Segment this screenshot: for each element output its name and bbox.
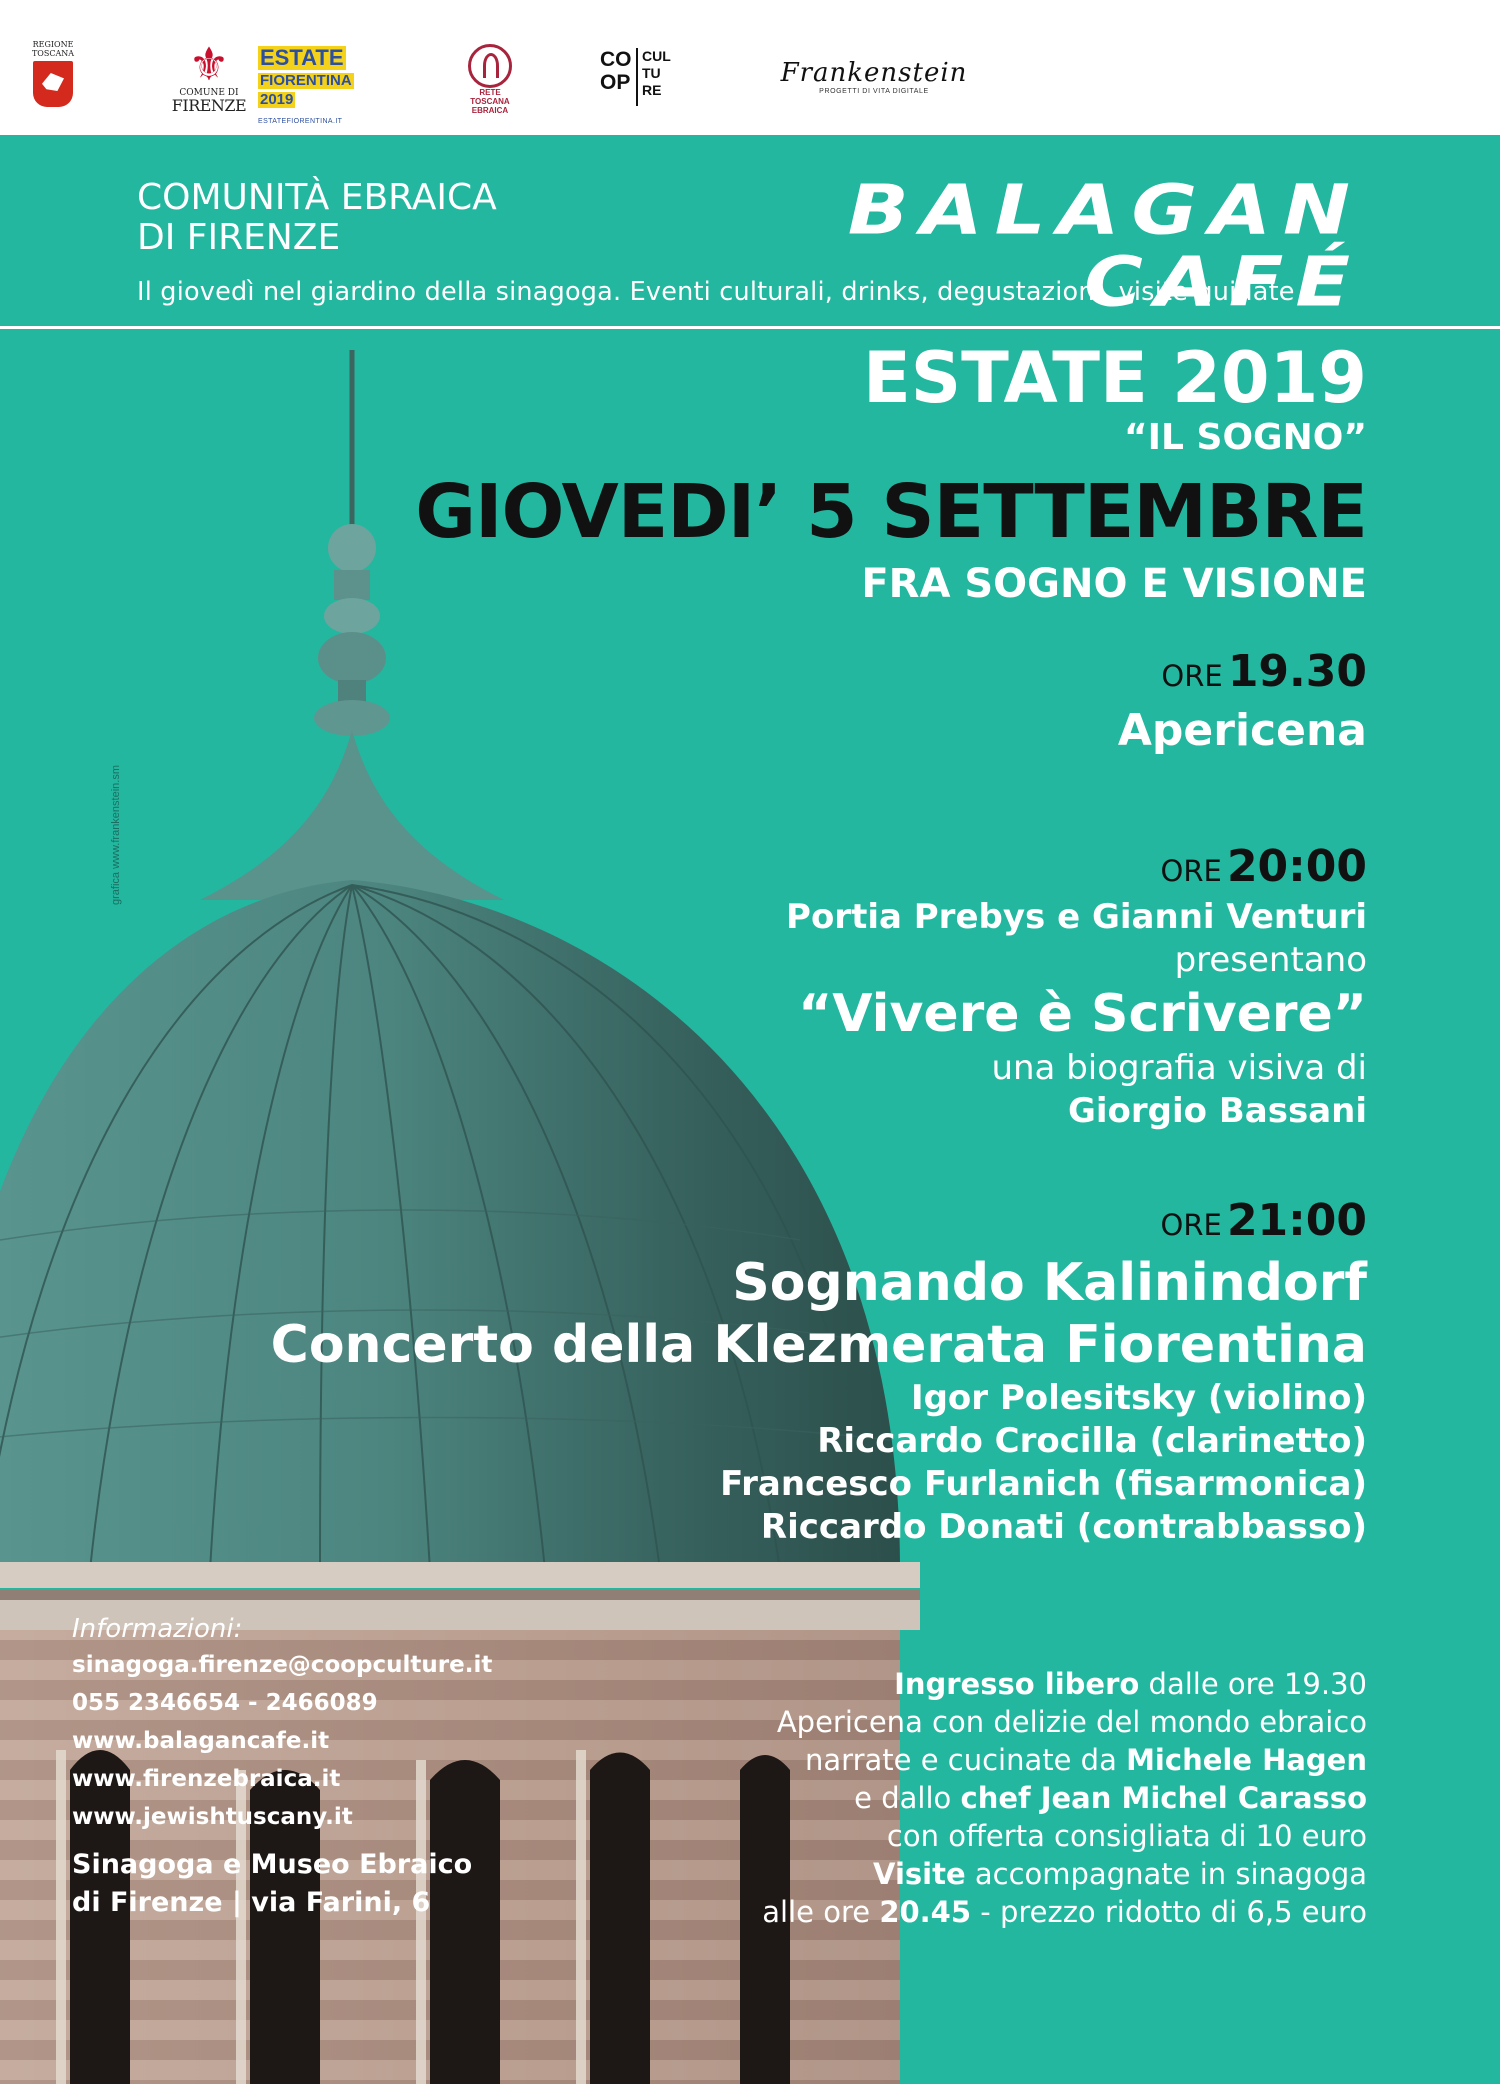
info-email[interactable]: sinagoga.firenze@coopculture.it (72, 1652, 493, 1678)
estate-logo-line-1: ESTATE (260, 45, 344, 70)
schedule-title-2: “Vivere è Scrivere” (798, 984, 1367, 1044)
schedule-time-3 (1161, 1194, 1367, 1257)
notes-text: narrate e cucinate da (805, 1743, 1127, 1777)
comune-firenze-logo (168, 37, 250, 115)
sponsor-logo-bar (0, 0, 1500, 135)
notes-text: alle ore (762, 1895, 880, 1929)
info-website-link[interactable]: www.jewishtuscany.it (72, 1804, 353, 1830)
info-website-link[interactable]: www.firenzebraica.it (72, 1766, 341, 1792)
notes-line (762, 1665, 1367, 1703)
estate-logo-line-3: 2019 (260, 91, 294, 108)
brand-title: BALAGAN CAFÉ (847, 169, 1362, 322)
coopculture-logo (600, 48, 670, 108)
regione-logo-text: REGIONE TOSCANA (31, 40, 75, 58)
schedule-title-1: Apericena (1117, 705, 1367, 756)
tagline: Il giovedì nel giardino della sinagoga. Eventi culturali, drinks, degustazioni, visite guidate (137, 277, 1295, 307)
rete-ring-icon (468, 44, 512, 88)
estate-logo-line-2: FIORENTINA (260, 72, 352, 89)
coop-logo-left: CO OP (600, 48, 632, 94)
comune-logo-big-text: FIRENZE (171, 96, 247, 115)
event-date: GIOVEDI’ 5 SETTEMBRE (415, 469, 1367, 555)
venue-address (72, 1846, 492, 1922)
info-phone[interactable]: 055 2346654 - 2466089 (72, 1690, 378, 1716)
notes-line (762, 1779, 1367, 1817)
notes-bold: Ingresso libero (894, 1667, 1140, 1701)
rete-logo-line-2: TOSCANA (470, 97, 510, 106)
season-theme: “IL SOGNO” (1124, 417, 1367, 458)
info-website-link[interactable]: www.balagancafe.it (72, 1728, 330, 1754)
header-divider (0, 326, 1500, 329)
time-value: 21:00 (1226, 1195, 1367, 1246)
season-title: ESTATE 2019 (862, 337, 1367, 419)
comune-logo-small-text: COMUNE DI (179, 88, 239, 98)
performer: Igor Polesitsky (violino) (910, 1378, 1367, 1418)
admission-notes (762, 1665, 1367, 1931)
rete-toscana-ebraica-logo (452, 44, 528, 119)
schedule-subtitle-3: Concerto della Klezmerata Fiorentina (270, 1315, 1367, 1375)
florentine-lily-icon: ⚜ (188, 37, 230, 91)
estate-fiorentina-logo (258, 46, 358, 128)
regione-toscana-logo (28, 40, 78, 115)
info-box (72, 1612, 492, 1922)
schedule-description-2: una biografia visiva di (991, 1048, 1367, 1088)
notes-bold: Michele Hagen (1126, 1743, 1367, 1777)
notes-line (762, 1741, 1367, 1779)
graphics-credit: grafica www.frankenstein.sm (110, 765, 122, 905)
estate-logo-url: ESTATEFIORENTINA.IT (258, 118, 343, 125)
rete-logo-line-3: EBRAICA (471, 106, 509, 115)
notes-bold: chef Jean Michel Carasso (960, 1781, 1367, 1815)
presents-label: presentano (1174, 940, 1367, 980)
notes-line (762, 1855, 1367, 1893)
ore-label: ORE (1160, 1208, 1222, 1242)
community-name (137, 178, 497, 258)
ore-label: ORE (1160, 854, 1222, 888)
notes-bold: 20.45 (879, 1895, 972, 1929)
venue-line-1: Sinagoga e Museo Ebraico (72, 1849, 473, 1880)
notes-text: accompagnate in sinagoga (965, 1857, 1367, 1891)
community-name-line-1: COMUNITÀ EBRAICA (137, 177, 497, 218)
notes-bold: Visite (873, 1857, 966, 1891)
notes-text: - prezzo ridotto di 6,5 euro (971, 1895, 1367, 1929)
info-label: Informazioni: (72, 1614, 243, 1644)
notes-line: Apericena con delizie del mondo ebraico (776, 1705, 1367, 1739)
frankenstein-logo-sub: PROGETTI DI VITA DIGITALE (819, 88, 929, 95)
schedule-time-1 (1161, 645, 1367, 708)
notes-line: con offerta consigliata di 10 euro (886, 1819, 1367, 1853)
rete-logo-line-1: RETE (479, 88, 501, 97)
event-subtitle: FRA SOGNO E VISIONE (861, 561, 1367, 607)
frankenstein-logo (760, 58, 988, 108)
community-name-line-2: DI FIRENZE (137, 217, 341, 258)
venue-line-2: di Firenze | via Farini, 6 (72, 1887, 431, 1918)
time-value: 19.30 (1227, 646, 1367, 697)
frankenstein-logo-name: Frankenstein (780, 58, 968, 88)
performer: Riccardo Crocilla (clarinetto) (817, 1421, 1367, 1461)
schedule-time-2 (1161, 840, 1367, 903)
pegasus-shield-icon (33, 61, 73, 107)
notes-line (762, 1893, 1367, 1931)
performer: Riccardo Donati (contrabbasso) (760, 1507, 1367, 1547)
schedule-title-3: Sognando Kalinindorf (732, 1253, 1367, 1313)
presenters: Portia Prebys e Gianni Venturi (786, 897, 1367, 937)
notes-text: e dallo (854, 1781, 961, 1815)
ore-label: ORE (1161, 659, 1223, 693)
notes-text: dalle ore 19.30 (1139, 1667, 1367, 1701)
performer: Francesco Furlanich (fisarmonica) (720, 1464, 1367, 1504)
coop-logo-divider (636, 48, 638, 106)
coop-logo-right: CUL TU RE (642, 48, 671, 98)
time-value: 20:00 (1226, 841, 1367, 892)
schedule-author-2: Giorgio Bassani (1067, 1091, 1367, 1131)
